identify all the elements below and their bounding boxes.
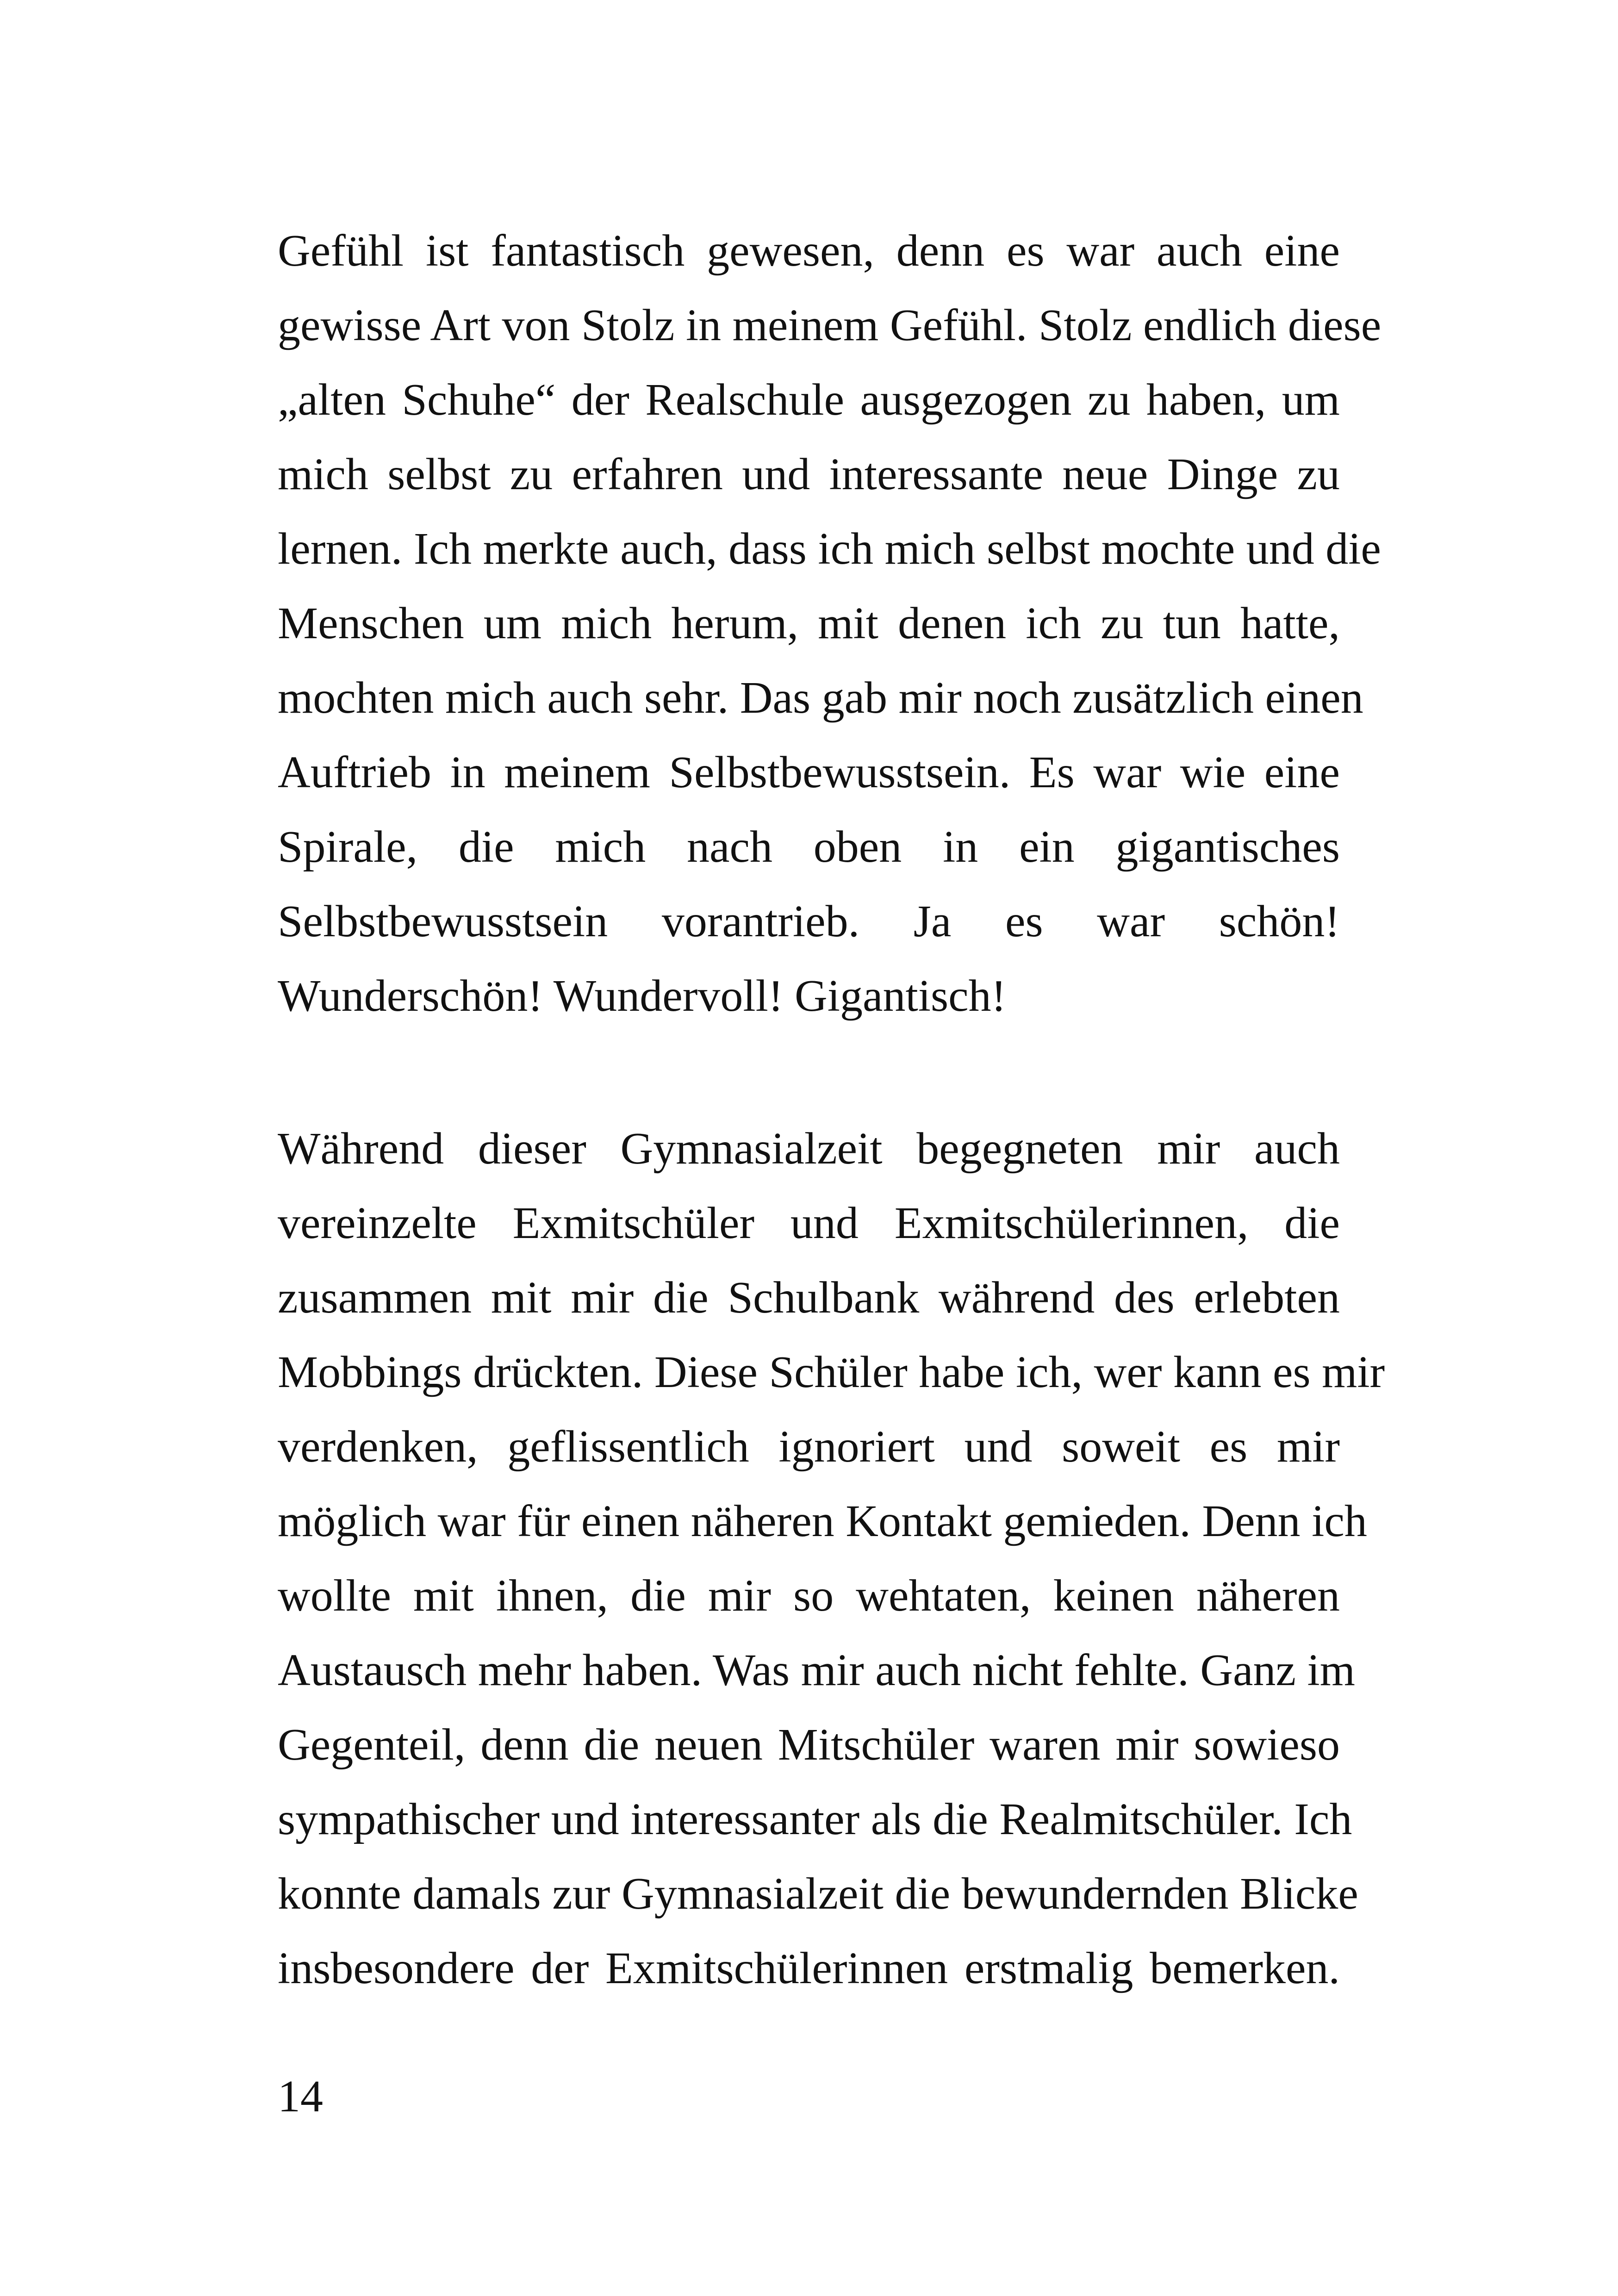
text-line: Selbstbewusstsein vorantrieb. Ja es war schön! [278, 896, 1340, 946]
text-line: lernen. Ich merkte auch, dass ich mich selbst mochte und die [278, 524, 1381, 574]
text-line: Mobbings drückten. Diese Schüler habe ich, wer kann es mir [278, 1347, 1385, 1397]
text-line: wollte mit ihnen, die mir so wehtaten, keinen näheren [278, 1571, 1340, 1621]
text-line: Gegenteil, denn die neuen Mitschüler waren mir sowieso [278, 1720, 1340, 1770]
text-line: insbesondere der Exmitschülerinnen erstmalig bemerken. [278, 1943, 1340, 1993]
text-line: möglich war für einen näheren Kontakt gemieden. Denn ich [278, 1496, 1367, 1546]
text-line: sympathischer und interessanter als die Realmitschüler. Ich [278, 1794, 1352, 1844]
text-line: vereinzelte Exmitschüler und Exmitschülerinnen, die [278, 1198, 1340, 1248]
text-line: verdenken, geflissentlich ignoriert und soweit es mir [278, 1422, 1340, 1472]
paragraph-1 [278, 214, 1382, 1033]
text-line: mochten mich auch sehr. Das gab mir noch zusätzlich einen [278, 673, 1363, 723]
text-line: gewisse Art von Stolz in meinem Gefühl. Stolz endlich diese [278, 300, 1382, 350]
text-line: mich selbst zu erfahren und interessante neue Dinge zu [278, 449, 1340, 499]
text-line: Auftrieb in meinem Selbstbewusstsein. Es war wie eine [278, 747, 1340, 797]
text-line: konnte damals zur Gymnasialzeit die bewundernden Blicke [278, 1869, 1358, 1919]
text-line: Spirale, die mich nach oben in ein gigantisches [278, 822, 1340, 872]
text-line: Austausch mehr haben. Was mir auch nicht fehlte. Ganz im [278, 1645, 1355, 1695]
text-line: „alten Schuhe“ der Realschule ausgezogen zu haben, um [278, 375, 1340, 425]
text-line: Wunderschön! Wundervoll! Gigantisch! [278, 971, 1007, 1021]
page-number: 14 [278, 2072, 323, 2122]
paragraph-2 [278, 1112, 1385, 2006]
text-line: zusammen mit mir die Schulbank während des erlebten [278, 1273, 1340, 1323]
text-line: Gefühl ist fantastisch gewesen, denn es war auch eine [278, 226, 1340, 276]
text-line: Während dieser Gymnasialzeit begegneten mir auch [278, 1124, 1340, 1174]
text-line: Menschen um mich herum, mit denen ich zu tun hatte, [278, 598, 1340, 648]
